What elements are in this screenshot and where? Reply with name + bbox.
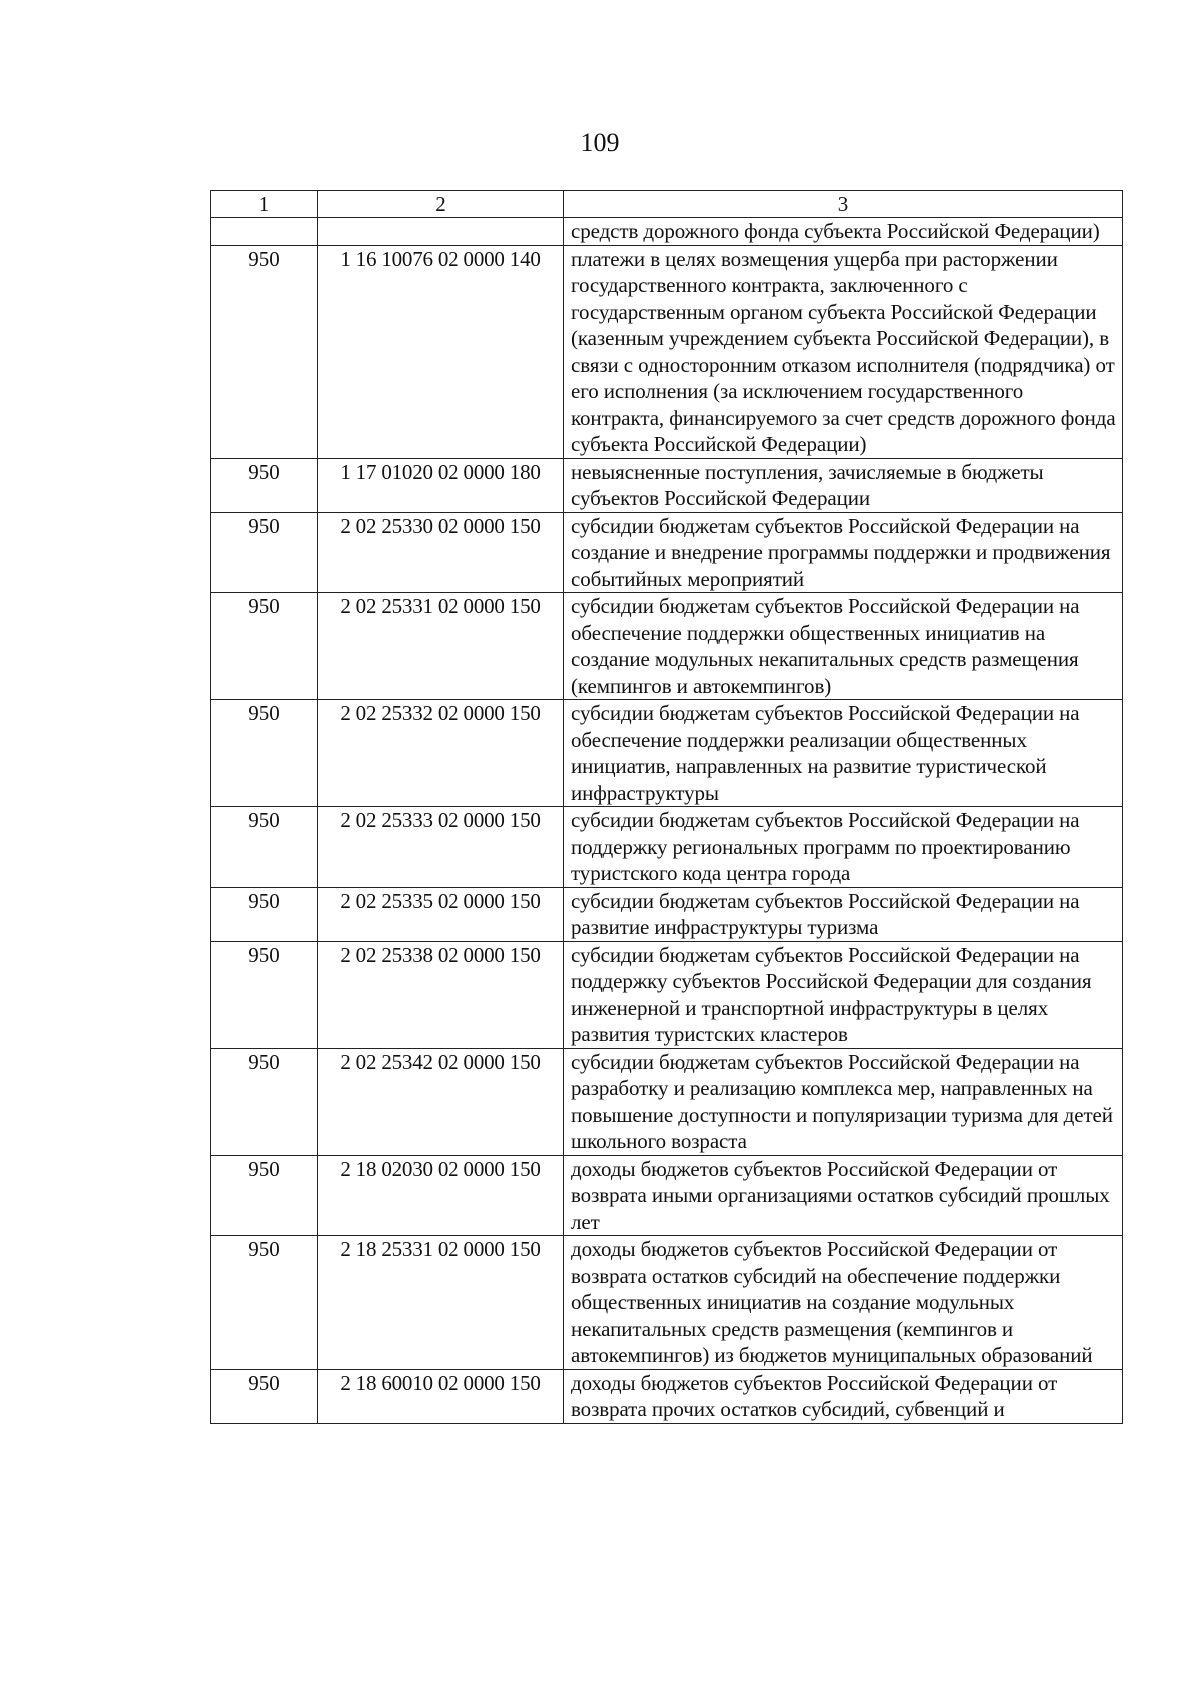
budget-code-cell: 2 18 02030 02 0000 150 [318,1155,564,1236]
description-cell: субсидии бюджетам субъектов Российской Федерации на обеспечение поддержки общественных инициатив на создание модульных некапитальных средств размещения (кемпингов и автокемпингов) [564,593,1123,700]
table-row [211,218,1123,246]
budget-code-cell: 2 02 25333 02 0000 150 [318,807,564,888]
description-cell: субсидии бюджетам субъектов Российской Федерации на обеспечение поддержки реализации общественных инициатив, направленных на развитие туристической инфраструктуры [564,700,1123,807]
budget-code-cell: 2 02 25335 02 0000 150 [318,887,564,941]
table-row [211,1369,1123,1423]
description-cell: субсидии бюджетам субъектов Российской Федерации на разработку и реализацию комплекса мер, направленных на повышение доступности и популяризации туризма для детей школьного возраста [564,1048,1123,1155]
header-col-1: 1 [211,191,318,218]
admin-code-cell: 950 [211,593,318,700]
description-cell: доходы бюджетов субъектов Российской Федерации от возврата остатков субсидий на обеспечение поддержки общественных инициатив на создание модульных некапитальных средств размещения (кемпингов и автокемпингов) из бюджетов муниципальных образований [564,1236,1123,1370]
description-cell: доходы бюджетов субъектов Российской Федерации от возврата прочих остатков субсидий, субвенций и [564,1369,1123,1423]
description-cell: субсидии бюджетам субъектов Российской Федерации на создание и внедрение программы поддержки и продвижения событийных мероприятий [564,512,1123,593]
budget-code-cell: 2 02 25330 02 0000 150 [318,512,564,593]
description-cell: платежи в целях возмещения ущерба при расторжении государственного контракта, заключенного с государственным органом субъекта Российской Федерации (казенным учреждением субъекта Российской Федерации), в связи с односторонним отказом исполнителя (подрядчика) от его исполнения (за исключением государственного контракта, финансируемого за счет средств дорожного фонда субъекта Российской Федерации) [564,245,1123,458]
admin-code-cell: 950 [211,1155,318,1236]
revenue-codes-table [210,190,1123,1424]
admin-code-cell: 950 [211,458,318,512]
budget-code-cell: 2 02 25342 02 0000 150 [318,1048,564,1155]
description-cell: доходы бюджетов субъектов Российской Федерации от возврата иными организациями остатков субсидий прошлых лет [564,1155,1123,1236]
table-row [211,887,1123,941]
admin-code-cell: 950 [211,807,318,888]
admin-code-cell: 950 [211,1369,318,1423]
budget-code-cell: 1 17 01020 02 0000 180 [318,458,564,512]
header-col-3: 3 [564,191,1123,218]
admin-code-cell: 950 [211,1048,318,1155]
revenue-codes-table-wrapper [210,190,1122,1424]
table-row [211,941,1123,1048]
admin-code-cell [211,218,318,246]
budget-code-cell: 2 18 60010 02 0000 150 [318,1369,564,1423]
table-header-row [211,191,1123,218]
table-row [211,458,1123,512]
description-cell: субсидии бюджетам субъектов Российской Федерации на поддержку региональных программ по проектированию туристского кода центра города [564,807,1123,888]
admin-code-cell: 950 [211,700,318,807]
admin-code-cell: 950 [211,1236,318,1370]
table-row [211,593,1123,700]
table-row [211,1155,1123,1236]
budget-code-cell: 2 02 25332 02 0000 150 [318,700,564,807]
budget-code-cell [318,218,564,246]
description-cell: средств дорожного фонда субъекта Российской Федерации) [564,218,1123,246]
budget-code-cell: 1 16 10076 02 0000 140 [318,245,564,458]
admin-code-cell: 950 [211,887,318,941]
header-col-2: 2 [318,191,564,218]
admin-code-cell: 950 [211,512,318,593]
page-number: 109 [580,128,620,157]
admin-code-cell: 950 [211,245,318,458]
table-row [211,807,1123,888]
description-cell: невыясненные поступления, зачисляемые в бюджеты субъектов Российской Федерации [564,458,1123,512]
table-row [211,700,1123,807]
table-row [211,1236,1123,1370]
description-cell: субсидии бюджетам субъектов Российской Федерации на поддержку субъектов Российской Федерации для создания инженерной и транспортной инфраструктуры в целях развития туристских кластеров [564,941,1123,1048]
description-cell: субсидии бюджетам субъектов Российской Федерации на развитие инфраструктуры туризма [564,887,1123,941]
table-row [211,245,1123,458]
budget-code-cell: 2 02 25331 02 0000 150 [318,593,564,700]
budget-code-cell: 2 18 25331 02 0000 150 [318,1236,564,1370]
table-row [211,1048,1123,1155]
table-row [211,512,1123,593]
admin-code-cell: 950 [211,941,318,1048]
budget-code-cell: 2 02 25338 02 0000 150 [318,941,564,1048]
